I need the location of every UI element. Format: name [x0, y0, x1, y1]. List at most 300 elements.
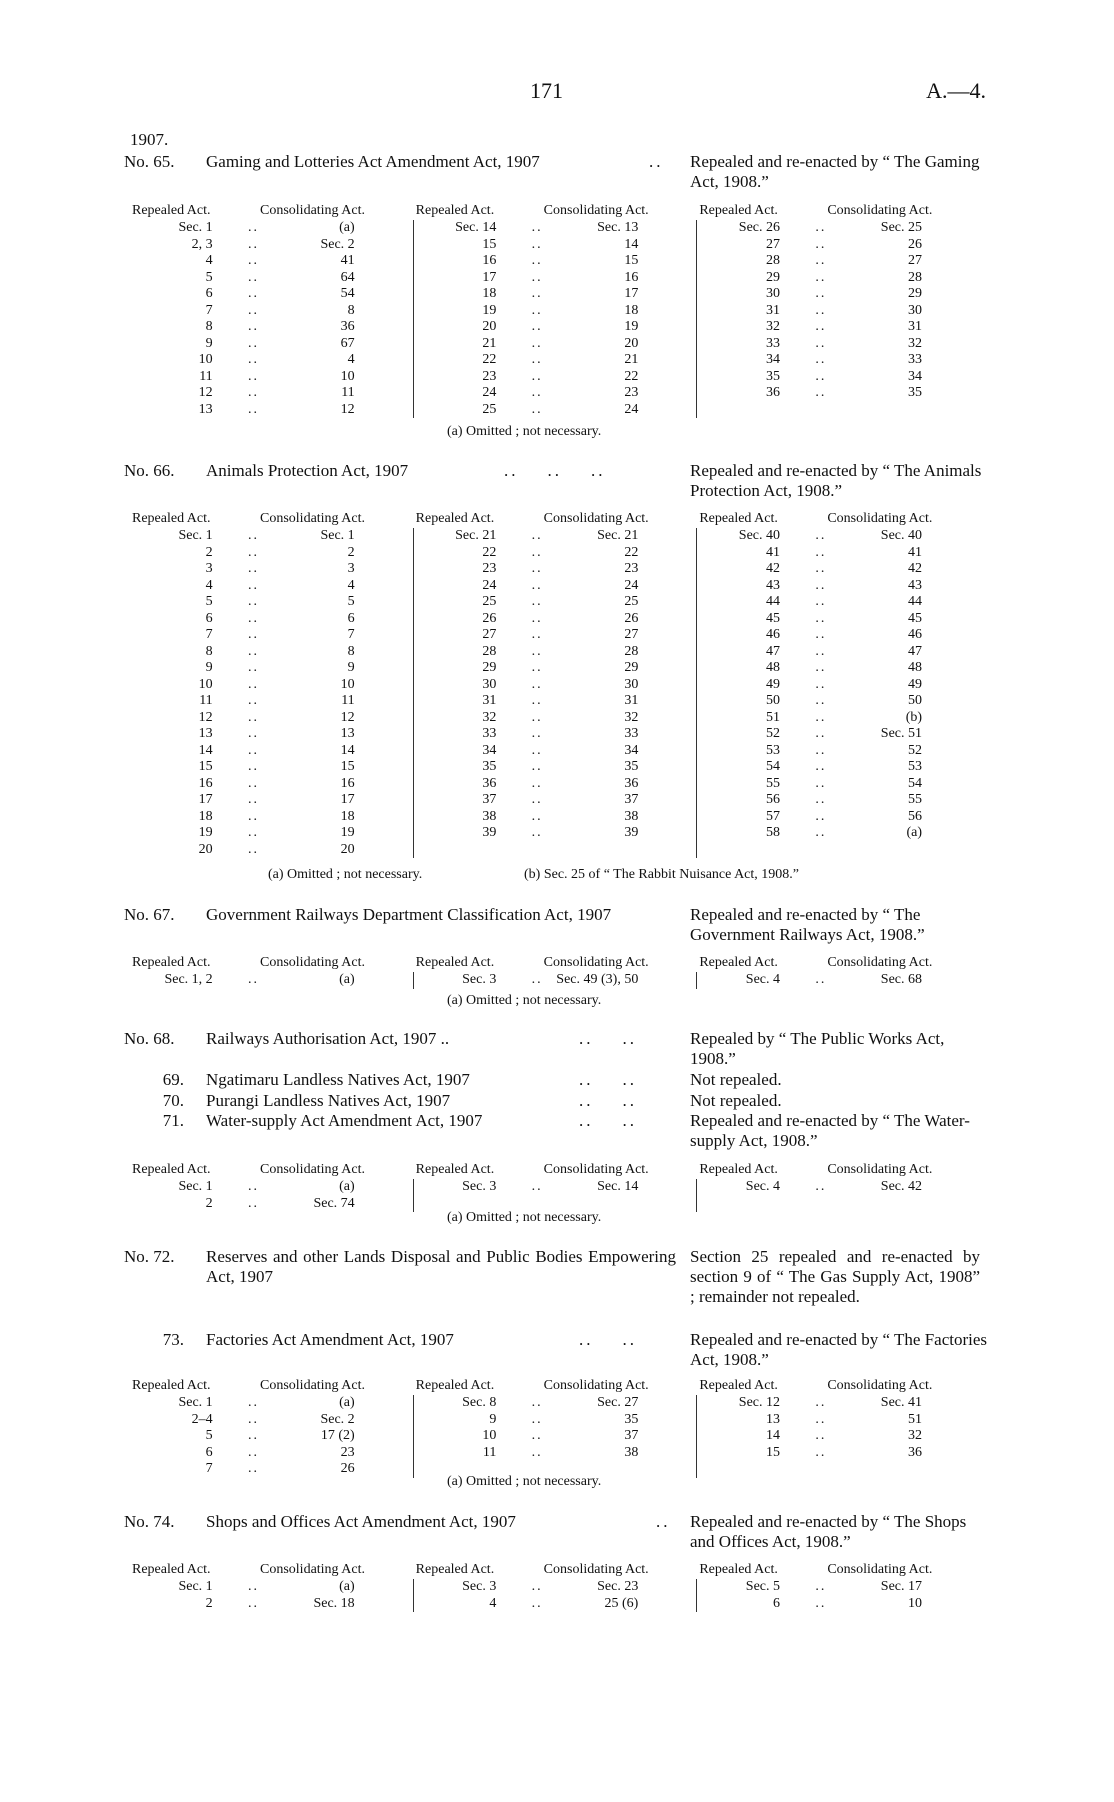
- leader-dots: ..: [531, 660, 543, 675]
- table-row: [414, 644, 697, 661]
- leader-dots: ..: [531, 1411, 543, 1427]
- consolidating-act-heading: Consolidating Act.: [260, 1378, 365, 1393]
- table-column: [696, 972, 980, 989]
- repealed-section: 4: [489, 1595, 497, 1611]
- consolidating-section: 20: [624, 335, 639, 351]
- consolidating-section: 18: [340, 808, 355, 824]
- leader-dots: ..: [815, 286, 827, 301]
- table-row: [697, 710, 980, 727]
- table-row: [130, 1579, 413, 1596]
- table-row: [130, 1179, 413, 1196]
- leader-dots: ..: [531, 627, 543, 642]
- repealed-section: 8: [205, 643, 213, 659]
- consolidating-section: 35: [908, 385, 923, 400]
- table-column: [696, 1179, 980, 1212]
- repealed-act-heading: Repealed Act.: [132, 955, 211, 970]
- table-footnote-b: (b) Sec. 25 of “ The Rabbit Nuisance Act, 1908.”: [524, 867, 800, 882]
- consolidating-section: 36: [624, 775, 639, 791]
- repealed-section: 20: [198, 841, 213, 857]
- repealed-act-heading: Repealed Act.: [699, 203, 778, 218]
- repealed-section: Sec. 1: [178, 1179, 213, 1194]
- table-row: [414, 972, 697, 989]
- table-row: [697, 237, 980, 254]
- repealed-section: 10: [198, 676, 213, 692]
- table-row: [697, 1596, 980, 1613]
- consolidating-section: 19: [340, 825, 355, 840]
- section-table-73: [130, 1378, 980, 1478]
- consolidating-section: 10: [340, 676, 355, 692]
- repealed-section: Sec. 1: [178, 528, 213, 543]
- repealed-act-heading: Repealed Act.: [415, 1378, 495, 1393]
- repealed-act-heading: Repealed Act.: [132, 203, 211, 218]
- leader-dots: ..: [248, 742, 259, 758]
- leader-dots: ..: [248, 385, 259, 400]
- consolidating-section: 25: [624, 594, 639, 609]
- leader-dots: ..: [815, 594, 827, 609]
- leader-dots: ..: [531, 1395, 543, 1410]
- consolidating-section: 23: [340, 1444, 355, 1460]
- table-row: [414, 352, 697, 369]
- section-table-66: [130, 511, 980, 858]
- repealed-section: 16: [198, 775, 213, 791]
- table-row: [697, 253, 980, 270]
- consolidating-section: 33: [908, 352, 923, 367]
- repealed-section: 2: [205, 1195, 213, 1211]
- header-group: [696, 511, 980, 528]
- consolidating-act-heading: Consolidating Act.: [260, 1562, 365, 1577]
- table-column: [413, 220, 697, 418]
- leader-dots: ..: [248, 808, 259, 824]
- act-status: Repealed and re-enacted by “ The Government Railways Act, 1908.”: [690, 905, 925, 944]
- section-table-65: [130, 203, 980, 418]
- table-row: [414, 336, 697, 353]
- table-header: [130, 203, 980, 220]
- table-row: [414, 528, 697, 545]
- consolidating-section: 12: [340, 401, 355, 417]
- table-row: [697, 303, 980, 320]
- consolidating-section: 64: [340, 269, 355, 285]
- repealed-section: 7: [205, 1461, 213, 1476]
- leader-dots: ..: [531, 335, 543, 351]
- table-row: [414, 611, 697, 628]
- repealed-section: Sec. 3: [462, 1579, 497, 1594]
- table-row: [697, 759, 980, 776]
- consolidating-section: 67: [340, 335, 355, 351]
- table-row: [414, 693, 697, 710]
- leader-dots: ..: [531, 972, 543, 987]
- leader-dots: ..: [815, 269, 827, 285]
- consolidating-act-heading: Consolidating Act.: [827, 1162, 933, 1177]
- repealed-section: 41: [766, 544, 781, 560]
- repealed-section: Sec. 1: [178, 220, 213, 235]
- consolidating-section: 26: [624, 610, 639, 626]
- consolidating-section: 13: [340, 726, 355, 741]
- leader-dots: .. ..: [579, 1070, 637, 1089]
- leader-dots: ..: [248, 253, 259, 268]
- leader-dots: ..: [531, 577, 543, 593]
- leader-dots: ..: [248, 368, 259, 384]
- repealed-section: Sec. 40: [738, 528, 781, 543]
- table-column: [130, 1179, 413, 1212]
- leader-dots: ..: [531, 352, 543, 367]
- repealed-section: Sec. 4: [745, 1179, 781, 1194]
- repealed-section: 13: [198, 726, 213, 741]
- consolidating-section: 52: [908, 742, 923, 758]
- consolidating-section: 39: [624, 825, 639, 840]
- header-group: [413, 1378, 697, 1395]
- table-row: [130, 743, 413, 760]
- leader-dots: ..: [248, 775, 259, 791]
- header-group: [413, 511, 697, 528]
- act-number: 70.: [162, 1091, 184, 1110]
- table-row: [697, 319, 980, 336]
- consolidating-section: 34: [624, 742, 639, 758]
- leader-dots: ..: [248, 1428, 259, 1443]
- consolidating-section: 11: [341, 693, 355, 708]
- table-row: [414, 743, 697, 760]
- table-row: [697, 644, 980, 661]
- repealed-section: 56: [766, 792, 781, 807]
- table-row: [130, 402, 413, 419]
- page-number: 171: [530, 78, 563, 103]
- table-row: [130, 286, 413, 303]
- table-row: [130, 627, 413, 644]
- consolidating-section: 29: [624, 660, 639, 675]
- leader-dots: ..: [531, 808, 543, 824]
- repealed-section: Sec. 1, 2: [164, 972, 213, 987]
- leader-dots: ..: [531, 220, 543, 235]
- repealed-section: 9: [489, 1411, 497, 1427]
- act-status: Not repealed.: [690, 1070, 782, 1089]
- table-column: [696, 220, 980, 418]
- table-row: [697, 545, 980, 562]
- consolidating-section: 17: [340, 792, 355, 807]
- table-header: [130, 1378, 980, 1395]
- repealed-section: 51: [766, 709, 781, 725]
- act-number: 73.: [162, 1330, 184, 1349]
- act-title: Shops and Offices Act Amendment Act, 1907: [206, 1512, 516, 1531]
- repealed-section: 9: [205, 660, 213, 675]
- consolidating-section: 14: [624, 236, 639, 252]
- act-title: Government Railways Department Classification Act, 1907: [206, 905, 612, 924]
- leader-dots: ..: [248, 319, 259, 334]
- repealed-section: 14: [198, 742, 213, 758]
- consolidating-section: 48: [908, 660, 923, 675]
- leader-dots: ..: [815, 1179, 827, 1194]
- header-group: [413, 1562, 697, 1579]
- consolidating-section: 10: [340, 368, 355, 384]
- table-row: [697, 677, 980, 694]
- table-row: [130, 792, 413, 809]
- leader-dots: ..: [531, 528, 543, 543]
- leader-dots: ..: [815, 528, 827, 543]
- header-group: [413, 1162, 697, 1179]
- consolidating-section: 43: [908, 577, 923, 593]
- leader-dots: ..: [531, 594, 543, 609]
- consolidating-section: 8: [347, 643, 355, 659]
- table-row: [414, 253, 697, 270]
- table-row: [130, 1395, 413, 1412]
- consolidating-section: 31: [908, 319, 923, 334]
- table-row: [697, 385, 980, 402]
- leader-dots: ..: [815, 709, 827, 725]
- table-row: [697, 578, 980, 595]
- leader-dots: ..: [531, 643, 543, 659]
- table-row: [697, 1179, 980, 1196]
- act-status: Not repealed.: [690, 1091, 782, 1110]
- consolidating-act-heading: Consolidating Act.: [543, 1162, 649, 1177]
- table-row: [130, 660, 413, 677]
- repealed-section: 18: [198, 808, 213, 824]
- table-row: [697, 792, 980, 809]
- table-row: [130, 369, 413, 386]
- table-row: [414, 792, 697, 809]
- consolidating-act-heading: Consolidating Act.: [543, 203, 649, 218]
- repealed-section: 44: [766, 594, 781, 609]
- leader-dots: ..: [531, 825, 543, 840]
- table-row: [414, 677, 697, 694]
- act-title: Railways Authorisation Act, 1907 ..: [206, 1029, 450, 1048]
- table-row: [130, 385, 413, 402]
- leader-dots: ..: [531, 253, 543, 268]
- consolidating-section: 24: [624, 401, 639, 417]
- consolidating-section: Sec. 2: [320, 1411, 355, 1427]
- consolidating-act-heading: Consolidating Act.: [827, 1378, 933, 1393]
- consolidating-section: Sec. 68: [880, 972, 923, 987]
- consolidating-section: 38: [624, 808, 639, 824]
- leader-dots: ..: [815, 220, 827, 235]
- repealed-section: 2, 3: [191, 236, 213, 252]
- repealed-act-heading: Repealed Act.: [699, 511, 778, 526]
- consolidating-act-heading: Consolidating Act.: [543, 1378, 649, 1393]
- consolidating-section: 4: [347, 577, 355, 593]
- repealed-section: 7: [205, 627, 213, 642]
- table-row: [697, 726, 980, 743]
- repealed-section: 7: [205, 302, 213, 318]
- consolidating-section: 32: [908, 1428, 923, 1443]
- table-column: [413, 1395, 697, 1478]
- repealed-section: Sec. 3: [462, 1179, 497, 1194]
- consolidating-section: Sec. 25: [880, 220, 923, 235]
- table-row: [414, 825, 697, 842]
- table-row: [697, 286, 980, 303]
- leader-dots: ..: [248, 561, 259, 576]
- act-number: 69.: [162, 1070, 184, 1089]
- repealed-section: 11: [199, 368, 213, 384]
- table-footnote: (a) Omitted ; not necessary.: [447, 1474, 602, 1489]
- leader-dots: .. ..: [579, 1091, 637, 1110]
- consolidating-section: 2: [347, 544, 355, 560]
- consolidating-section: Sec. 1: [320, 528, 355, 543]
- consolidating-section: 17: [624, 286, 639, 301]
- repealed-section: 17: [198, 792, 213, 807]
- leader-dots: ..: [248, 286, 259, 301]
- repealed-section: 20: [482, 319, 497, 334]
- repealed-section: 4: [205, 577, 213, 593]
- leader-dots: ..: [531, 709, 543, 725]
- table-row: [130, 644, 413, 661]
- table-row: [130, 693, 413, 710]
- table-row: [130, 1445, 413, 1462]
- table-row: [697, 528, 980, 545]
- consolidating-section: 15: [340, 759, 355, 774]
- table-row: [414, 561, 697, 578]
- consolidating-section: 16: [624, 269, 639, 285]
- table-column: [413, 1179, 697, 1212]
- consolidating-section: (a): [906, 825, 923, 840]
- table-row: [697, 693, 980, 710]
- header-group: [413, 203, 697, 220]
- leader-dots: ..: [248, 660, 259, 675]
- table-row: [697, 369, 980, 386]
- table-row: [414, 303, 697, 320]
- consolidating-section: Sec. 18: [313, 1595, 355, 1611]
- table-row: [130, 561, 413, 578]
- table-header: [130, 1562, 980, 1579]
- table-row: [697, 825, 980, 842]
- leader-dots: ..: [248, 643, 259, 659]
- consolidating-section: 5: [347, 594, 355, 609]
- leader-dots: ..: [248, 676, 259, 692]
- leader-dots: ..: [248, 610, 259, 626]
- table-row: [414, 385, 697, 402]
- repealed-section: 35: [482, 759, 497, 774]
- table-row: [697, 809, 980, 826]
- table-row: [130, 1428, 413, 1445]
- table-column: [130, 972, 413, 989]
- repealed-act-heading: Repealed Act.: [699, 955, 778, 970]
- repealed-section: 11: [199, 693, 213, 708]
- act-status: Repealed by “ The Public Works Act, 1908.”: [690, 1029, 945, 1068]
- table-row: [414, 1445, 697, 1462]
- section-table-71: [130, 1162, 980, 1212]
- consolidating-section: 30: [908, 302, 923, 318]
- table-row: [697, 594, 980, 611]
- repealed-act-heading: Repealed Act.: [415, 955, 495, 970]
- repealed-section: 25: [482, 594, 497, 609]
- consolidating-section: 7: [347, 627, 355, 642]
- table-column: [130, 1579, 413, 1612]
- consolidating-section: (a): [339, 1579, 355, 1594]
- leader-dots: ..: [815, 808, 827, 824]
- table-row: [414, 660, 697, 677]
- consolidating-section: (a): [339, 1395, 355, 1410]
- act-title: Purangi Landless Natives Act, 1907: [206, 1091, 451, 1110]
- consolidating-section: 34: [908, 368, 923, 384]
- leader-dots: ..: [649, 152, 664, 171]
- consolidating-section: Sec. 41: [880, 1395, 923, 1410]
- leader-dots: ..: [248, 269, 259, 285]
- leader-dots: ..: [815, 660, 827, 675]
- leader-dots: ..: [815, 1411, 827, 1427]
- table-row: [414, 759, 697, 776]
- consolidating-section: Sec. 49 (3), 50: [556, 972, 639, 987]
- leader-dots: ..: [531, 1428, 543, 1443]
- leader-dots: ..: [248, 1579, 259, 1594]
- table-row: [130, 809, 413, 826]
- repealed-section: 28: [482, 643, 497, 659]
- consolidating-section: 6: [347, 610, 355, 626]
- consolidating-section: 27: [908, 253, 923, 268]
- table-header: [130, 955, 980, 972]
- repealed-section: 22: [482, 544, 497, 560]
- consolidating-section: 56: [908, 808, 923, 824]
- header-group: [696, 1378, 980, 1395]
- table-row: [697, 1428, 980, 1445]
- repealed-act-heading: Repealed Act.: [699, 1162, 778, 1177]
- leader-dots: ..: [531, 1579, 543, 1594]
- act-title: Factories Act Amendment Act, 1907: [206, 1330, 454, 1349]
- table-row: [414, 369, 697, 386]
- act-status: Repealed and re-enacted by “ The Animals Protection Act, 1908.”: [690, 461, 982, 500]
- repealed-section: 46: [766, 627, 781, 642]
- table-footnote: (a) Omitted ; not necessary.: [447, 993, 602, 1008]
- leader-dots: ..: [531, 368, 543, 384]
- header-group: [696, 955, 980, 972]
- consolidating-section: 47: [908, 643, 923, 659]
- leader-dots: ..: [531, 775, 543, 791]
- consolidating-section: 23: [624, 561, 639, 576]
- table-row: [130, 253, 413, 270]
- consolidating-section: Sec. 14: [597, 1179, 639, 1194]
- table-row: [130, 545, 413, 562]
- leader-dots: ..: [248, 1461, 259, 1476]
- table-row: [414, 1596, 697, 1613]
- repealed-section: 52: [766, 726, 781, 741]
- table-column: [696, 1395, 980, 1478]
- table-row: [697, 1445, 980, 1462]
- page-reference: A.—4.: [926, 78, 986, 103]
- consolidating-section: 46: [908, 627, 923, 642]
- repealed-section: Sec. 5: [745, 1579, 781, 1594]
- leader-dots: ..: [815, 610, 827, 626]
- repealed-section: 6: [205, 610, 213, 626]
- repealed-section: 47: [766, 643, 781, 659]
- repealed-section: 5: [205, 1428, 213, 1443]
- consolidating-section: Sec. 27: [597, 1395, 639, 1410]
- leader-dots: ..: [815, 1428, 827, 1443]
- header-group: [696, 203, 980, 220]
- repealed-section: 27: [766, 236, 781, 252]
- table-column: [696, 528, 980, 858]
- act-number: No. 65.: [124, 152, 175, 171]
- leader-dots: ..: [248, 792, 259, 807]
- table-row: [414, 1412, 697, 1429]
- consolidating-section: 10: [908, 1595, 923, 1611]
- leader-dots: ..: [248, 577, 259, 593]
- leader-dots: ..: [815, 1395, 827, 1410]
- table-row: [130, 336, 413, 353]
- repealed-section: 42: [766, 561, 781, 576]
- repealed-section: 48: [766, 660, 781, 675]
- repealed-section: 4: [205, 253, 213, 268]
- leader-dots: ..: [248, 352, 259, 367]
- leader-dots: ..: [815, 368, 827, 384]
- table-row: [697, 627, 980, 644]
- leader-dots: ..: [248, 1444, 259, 1460]
- repealed-section: 31: [766, 302, 781, 318]
- act-status: Repealed and re-enacted by “ The Gaming Act, 1908.”: [690, 152, 980, 191]
- repealed-act-heading: Repealed Act.: [132, 1378, 211, 1393]
- consolidating-section: 9: [347, 660, 355, 675]
- leader-dots: ..: [531, 676, 543, 692]
- repealed-section: 10: [482, 1428, 497, 1443]
- repealed-section: Sec. 3: [462, 972, 497, 987]
- table-row: [130, 842, 413, 859]
- repealed-section: Sec. 1: [178, 1395, 213, 1410]
- table-row: [414, 578, 697, 595]
- consolidating-act-heading: Consolidating Act.: [827, 511, 933, 526]
